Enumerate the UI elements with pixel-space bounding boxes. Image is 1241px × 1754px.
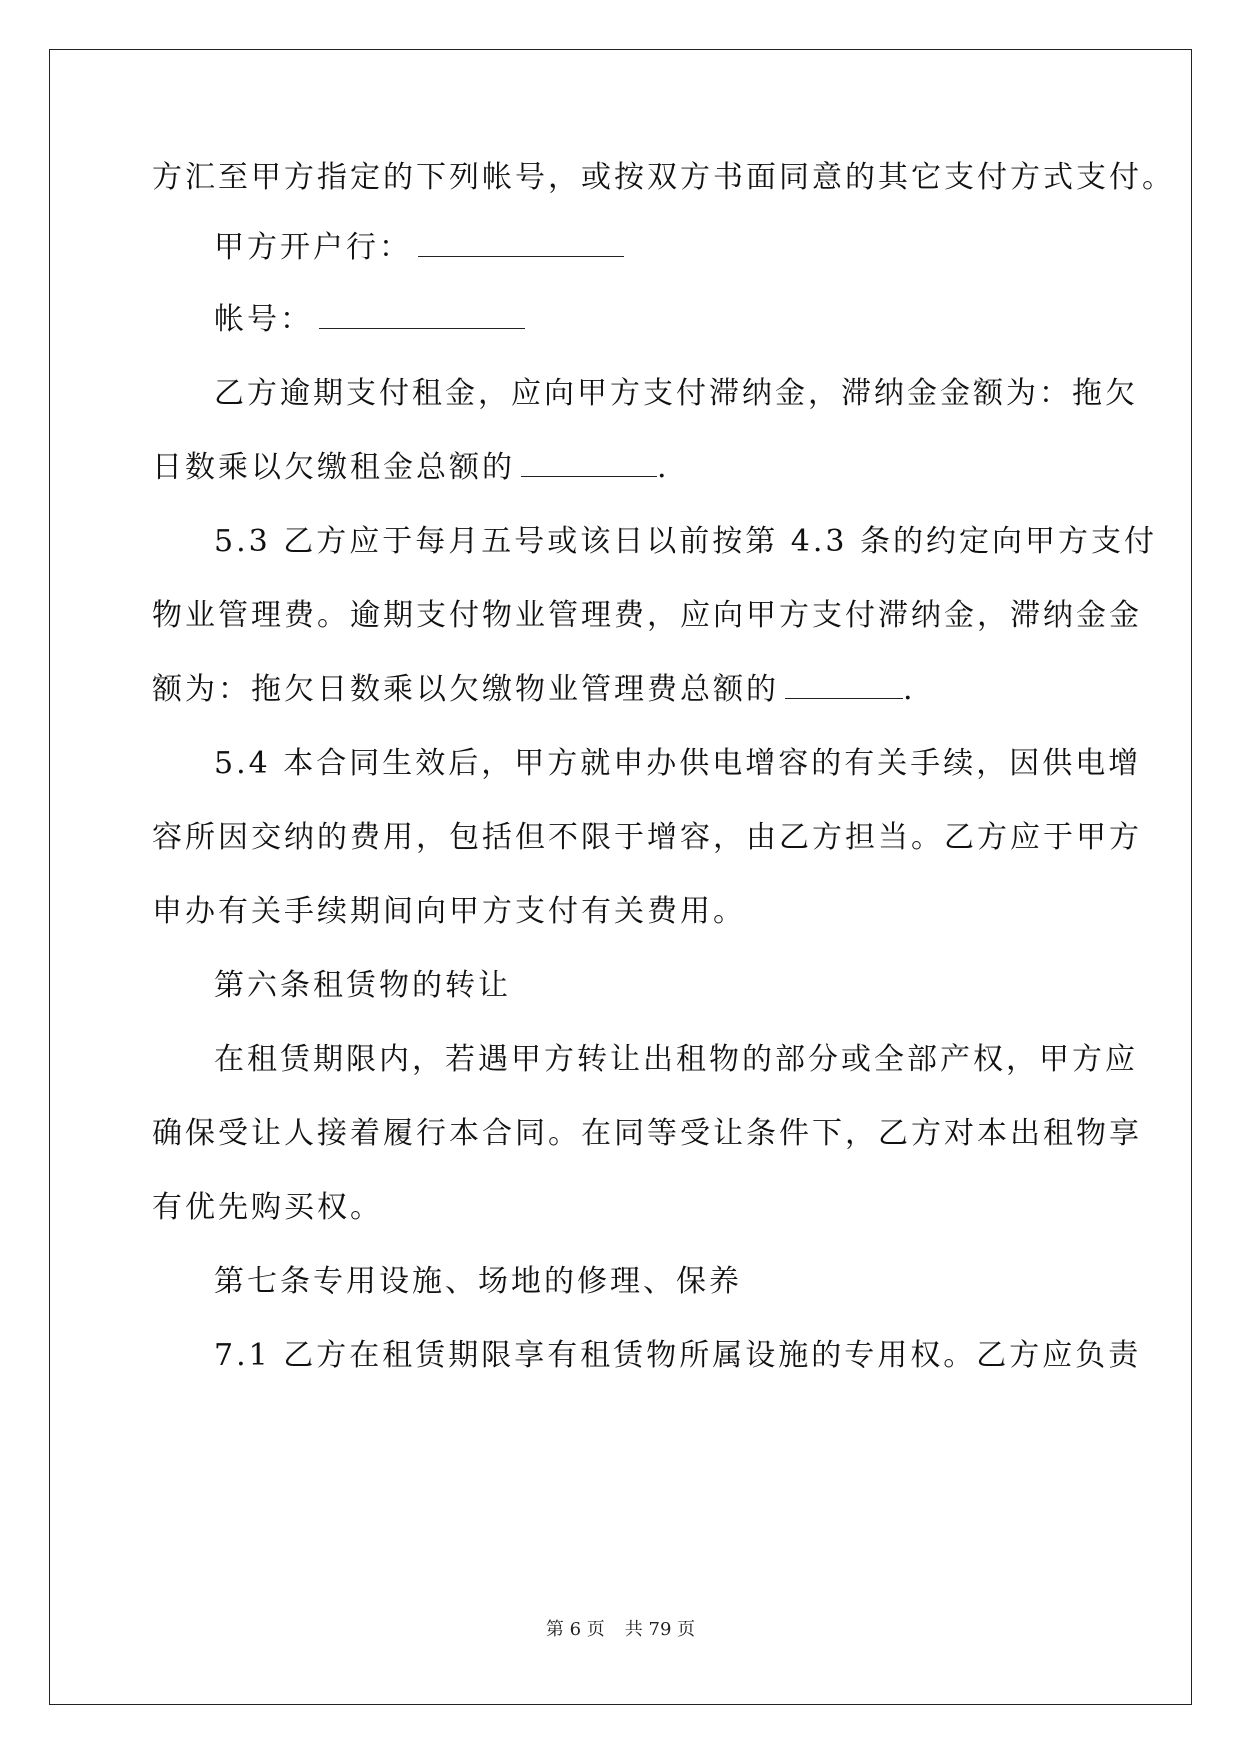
text-line: 日数乘以欠缴租金总额的 . [152, 450, 670, 485]
blank-field-fee-rate [785, 672, 903, 699]
section-heading: 第六条租赁物的转让 [214, 968, 511, 1003]
blank-field-account [319, 302, 525, 329]
blank-field-rent-rate [521, 450, 657, 477]
blank-field-bank [418, 230, 624, 257]
text-line: 5.4 本合同生效后，甲方就申办供电增容的有关手续，因供电增 [214, 746, 1142, 781]
text-line: 乙方逾期支付租金，应向甲方支付滞纳金，滞纳金金额为：拖欠 [214, 376, 1138, 411]
text-line: 甲方开户行： [0, 228, 1241, 268]
section-heading: 第七条专用设施、场地的修理、保养 [214, 1264, 742, 1299]
text-line: 7.1 乙方在租赁期限享有租赁物所属设施的专用权。乙方应负责 [214, 1338, 1142, 1373]
text-line: 确保受让人接着履行本合同。在同等受让条件下，乙方对本出租物享 [152, 1116, 1142, 1151]
text-line: 容所因交纳的费用，包括但不限于增容，由乙方担当。乙方应于甲方 [152, 820, 1142, 855]
page-border [49, 49, 1192, 1705]
text-line: 5.3 乙方应于每月五号或该日以前按第 4.3 条的约定向甲方支付 [214, 524, 1158, 559]
text-line: 额为：拖欠日数乘以欠缴物业管理费总额的 . [152, 672, 916, 707]
text-line: 物业管理费。逾期支付物业管理费，应向甲方支付滞纳金，滞纳金金 [152, 598, 1142, 633]
text-line: 帐号： [0, 300, 1241, 340]
text-line: 在租赁期限内，若遇甲方转让出租物的部分或全部产权，甲方应 [214, 1042, 1138, 1077]
text-line: 方汇至甲方指定的下列帐号，或按双方书面同意的其它支付方式支付。 [152, 160, 1175, 195]
text-line: 申办有关手续期间向甲方支付有关费用。 [152, 894, 746, 929]
page-total: 共 79 页 [624, 1619, 696, 1640]
page-number: 第 6 页 [545, 1619, 605, 1640]
page-footer [0, 1618, 1241, 1642]
text-line: 有优先购买权。 [152, 1190, 383, 1225]
